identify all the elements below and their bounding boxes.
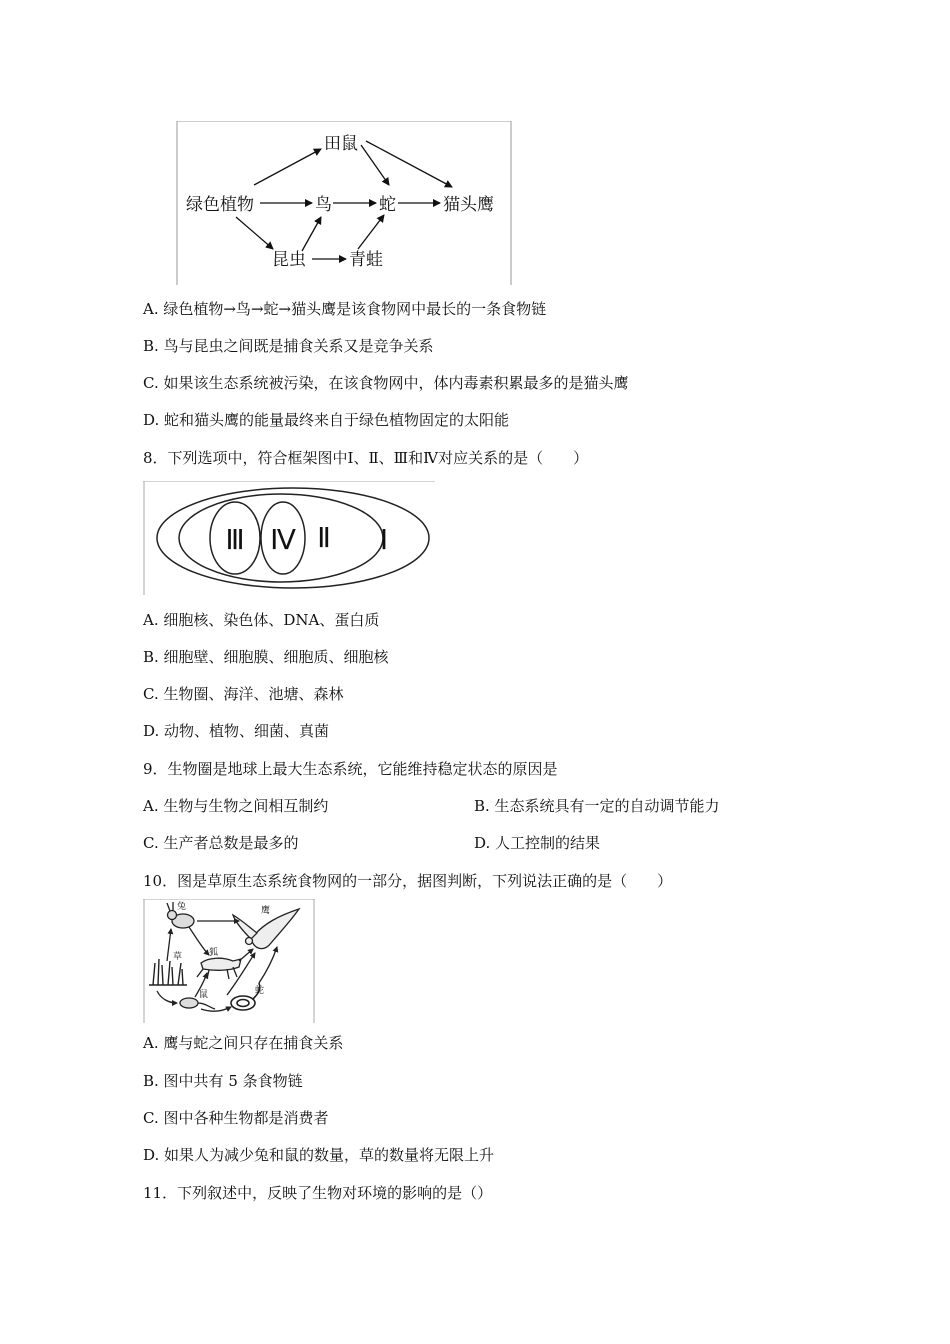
q10-option-a: A. 鹰与蛇之间只存在捕食关系: [143, 1034, 344, 1052]
q9-question: 9．生物圈是地球上最大生态系统，它能维持稳定状态的原因是: [143, 760, 558, 778]
node-bird: 鸟: [315, 195, 332, 215]
mouse-icon: [180, 998, 215, 1009]
label-ii: Ⅱ: [317, 521, 331, 554]
q10-option-c: C. 图中各种生物都是消费者: [143, 1109, 329, 1127]
q9-option-b: B. 生态系统具有一定的自动调节能力: [474, 797, 720, 815]
q7-option-c: C. 如果该生态系统被污染，在该食物网中，体内毒素积累最多的是猫头鹰: [143, 374, 629, 392]
node-owl: 猫头鹰: [443, 195, 494, 215]
grass-icon: [149, 959, 187, 985]
q7-option-a: A. 绿色植物→鸟→蛇→猫头鹰是该食物网中最长的一条食物链: [143, 300, 547, 318]
q11-question: 11．下列叙述中，反映了生物对环境的影响的是（）: [143, 1184, 493, 1202]
node-frog: 青蛙: [349, 250, 383, 270]
label-eagle: 鹰: [261, 906, 271, 916]
fox-icon: [197, 958, 241, 979]
label-iii: Ⅲ: [225, 523, 245, 556]
q7-option-b: B. 鸟与昆虫之间既是捕食关系又是竞争关系: [143, 337, 434, 355]
q9-option-a: A. 生物与生物之间相互制约: [143, 797, 329, 815]
q8-question: 8．下列选项中，符合框架图中Ⅰ、Ⅱ、Ⅲ和Ⅳ对应关系的是（ ）: [143, 449, 589, 467]
q10-option-b: B. 图中共有 5 条食物链: [143, 1072, 303, 1090]
label-rabbit: 兔: [177, 902, 187, 912]
label-iv: Ⅳ: [270, 523, 296, 556]
q10-option-d: D. 如果人为减少兔和鼠的数量，草的数量将无限上升: [143, 1146, 495, 1164]
q9-option-c: C. 生产者总数是最多的: [143, 834, 299, 852]
q7-option-d: D. 蛇和猫头鹰的能量最终来自于绿色植物固定的太阳能: [143, 411, 510, 429]
q8-option-b: B. 细胞壁、细胞膜、细胞质、细胞核: [143, 648, 389, 666]
node-tianshu: 田鼠: [324, 134, 358, 154]
nested-ellipse-figure-q8: [143, 481, 435, 595]
label-grass: 草: [173, 952, 183, 962]
q8-option-c: C. 生物圈、海洋、池塘、森林: [143, 685, 344, 703]
node-insect: 昆虫: [272, 250, 306, 270]
q10-question: 10．图是草原生态系统食物网的一部分，据图判断，下列说法正确的是（ ）: [143, 872, 673, 890]
q9-option-d: D. 人工控制的结果: [474, 834, 601, 852]
label-mouse: 鼠: [199, 990, 209, 1000]
q8-option-d: D. 动物、植物、细菌、真菌: [143, 722, 330, 740]
label-snake: 蛇: [255, 986, 265, 996]
grassland-food-web-figure-q10: [143, 899, 315, 1023]
label-fox: 狐: [209, 948, 219, 958]
food-web-figure-q7: [176, 121, 512, 285]
node-snake: 蛇: [379, 195, 396, 215]
node-plant: 绿色植物: [186, 195, 254, 215]
q8-option-a: A. 细胞核、染色体、DNA、蛋白质: [143, 611, 380, 629]
label-i: Ⅰ: [379, 523, 389, 556]
